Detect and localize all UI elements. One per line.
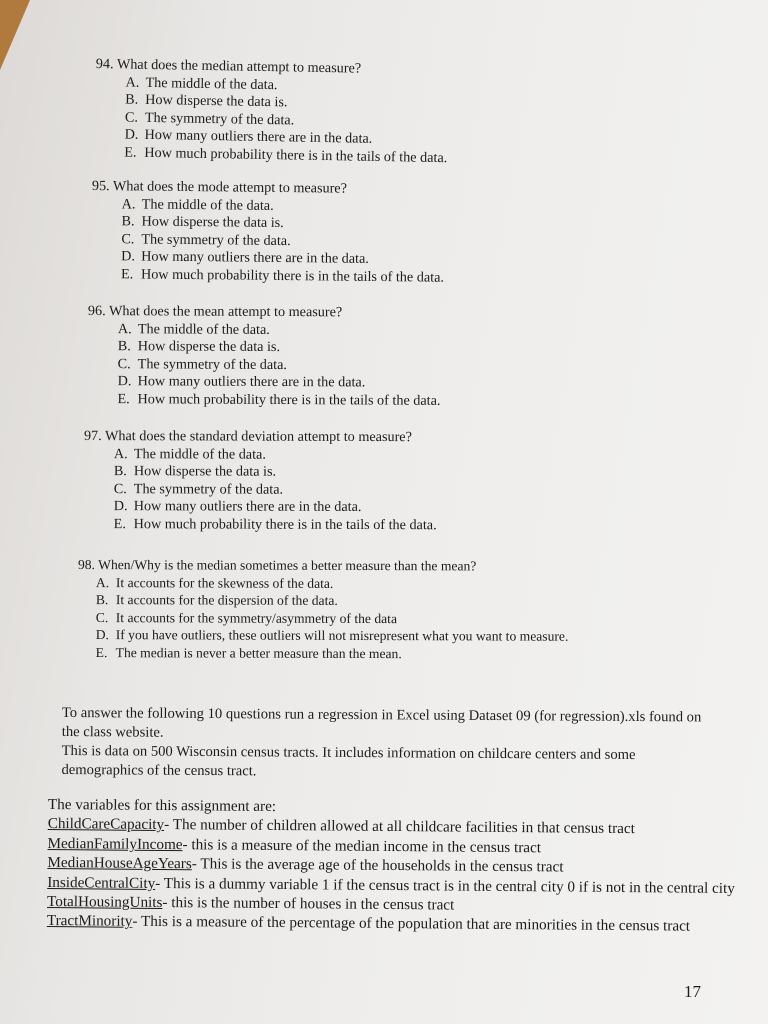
variables-section — [47, 795, 760, 937]
background-corner — [0, 0, 30, 70]
question-98 — [78, 556, 569, 663]
option-c: C. It accounts for the symmetry/asymmetry of the data — [95, 609, 398, 626]
options-list — [94, 74, 448, 168]
variable-name: MedianFamilyIncome — [47, 834, 183, 853]
variable-name: MedianHouseAgeYears — [47, 854, 192, 873]
variable-description: - This is a measure of the percentage of the population that are minorities in the census tract — [132, 913, 691, 936]
option-a: A. It accounts for the skewness of the data. — [95, 574, 334, 591]
option-d: D. How many outliers there are in the data. — [117, 373, 366, 391]
variable-description: - This is the average age of the households in the census tract — [191, 855, 564, 876]
option-c: C. The symmetry of the data. — [124, 109, 295, 129]
options-list — [84, 446, 437, 535]
variable-name: TractMinority — [46, 912, 133, 931]
variables-heading: The variables for this assignment are: — [47, 795, 277, 815]
option-e: E. The median is never a better measure than the mean. — [95, 645, 402, 662]
option-a: A. The middle of the data. — [113, 445, 266, 463]
option-b: B. How disperse the data is. — [125, 91, 288, 111]
question-stem: 95. What does the mode attempt to measure? — [91, 178, 348, 197]
option-b: B. How disperse the data is. — [121, 213, 284, 232]
option-e: E. How much probability there is in the tails of the data. — [117, 391, 441, 409]
option-a: A. The middle of the data. — [121, 195, 274, 214]
question-stem: 94. What does the median attempt to measure? — [95, 56, 362, 77]
option-d: D. How many outliers there are in the data. — [124, 126, 373, 148]
option-c: C. The symmetry of the data. — [117, 355, 288, 373]
option-b: B. It accounts for the dispersion of the data. — [95, 592, 338, 609]
question-94 — [94, 56, 449, 168]
option-e: E. How much probability there is in the tails of the data. — [120, 266, 445, 286]
option-e: E. How much probability there is in the tails of the data. — [124, 144, 448, 167]
option-d: D. If you have outliers, these outliers will not misrepresent what you want to measure. — [95, 627, 569, 645]
regression-instructions — [61, 704, 702, 784]
option-a: A. The middle of the data. — [125, 74, 278, 93]
variable-description: - This is a dummy variable 1 if the census tract is in the central city 0 if is not in the central city — [155, 874, 735, 897]
option-d: D. How many outliers there are in the data. — [121, 248, 369, 268]
question-96 — [87, 303, 441, 410]
variable-description: - this is a measure of the median income in the census tract — [182, 835, 542, 857]
options-list — [87, 321, 440, 411]
option-c: C. The symmetry of the data. — [113, 480, 284, 498]
variable-name: TotalHousingUnits — [46, 893, 163, 912]
option-b: B. How disperse the data is. — [117, 338, 281, 356]
question-97 — [84, 428, 437, 535]
question-stem: 98. When/Why is the median sometimes a better measure than the mean? — [77, 557, 477, 574]
options-list — [91, 196, 445, 288]
option-c: C. The symmetry of the data. — [121, 231, 291, 249]
instructions-line: To answer the following 10 questions run a regression in Excel using Dataset 09 (for regression).xls found on the class website. — [61, 705, 702, 741]
variable-description: - The number of children allowed at all childcare facilities in that census tract — [164, 816, 635, 838]
variable-name: ChildCareCapacity — [47, 815, 165, 834]
variable-description: - this is the number of houses in the census tract — [162, 894, 455, 914]
page-number: 17 — [684, 982, 701, 1001]
option-e: E. How much probability there is in the tails of the data. — [113, 516, 437, 534]
question-stem: 97. What does the standard deviation attempt to measure? — [83, 428, 412, 446]
option-d: D. How many outliers there are in the data. — [113, 498, 362, 516]
variable-name: InsideCentralCity — [47, 873, 156, 892]
option-a: A. The middle of the data. — [117, 320, 270, 338]
options-list — [78, 574, 569, 664]
question-stem: 96. What does the mean attempt to measure? — [87, 303, 343, 321]
option-b: B. How disperse the data is. — [113, 463, 277, 480]
dataset-description: This is data on 500 Wisconsin census tracts. It includes information on childcare centers and some demographics of the census tract. — [61, 742, 636, 780]
question-95 — [91, 178, 445, 287]
